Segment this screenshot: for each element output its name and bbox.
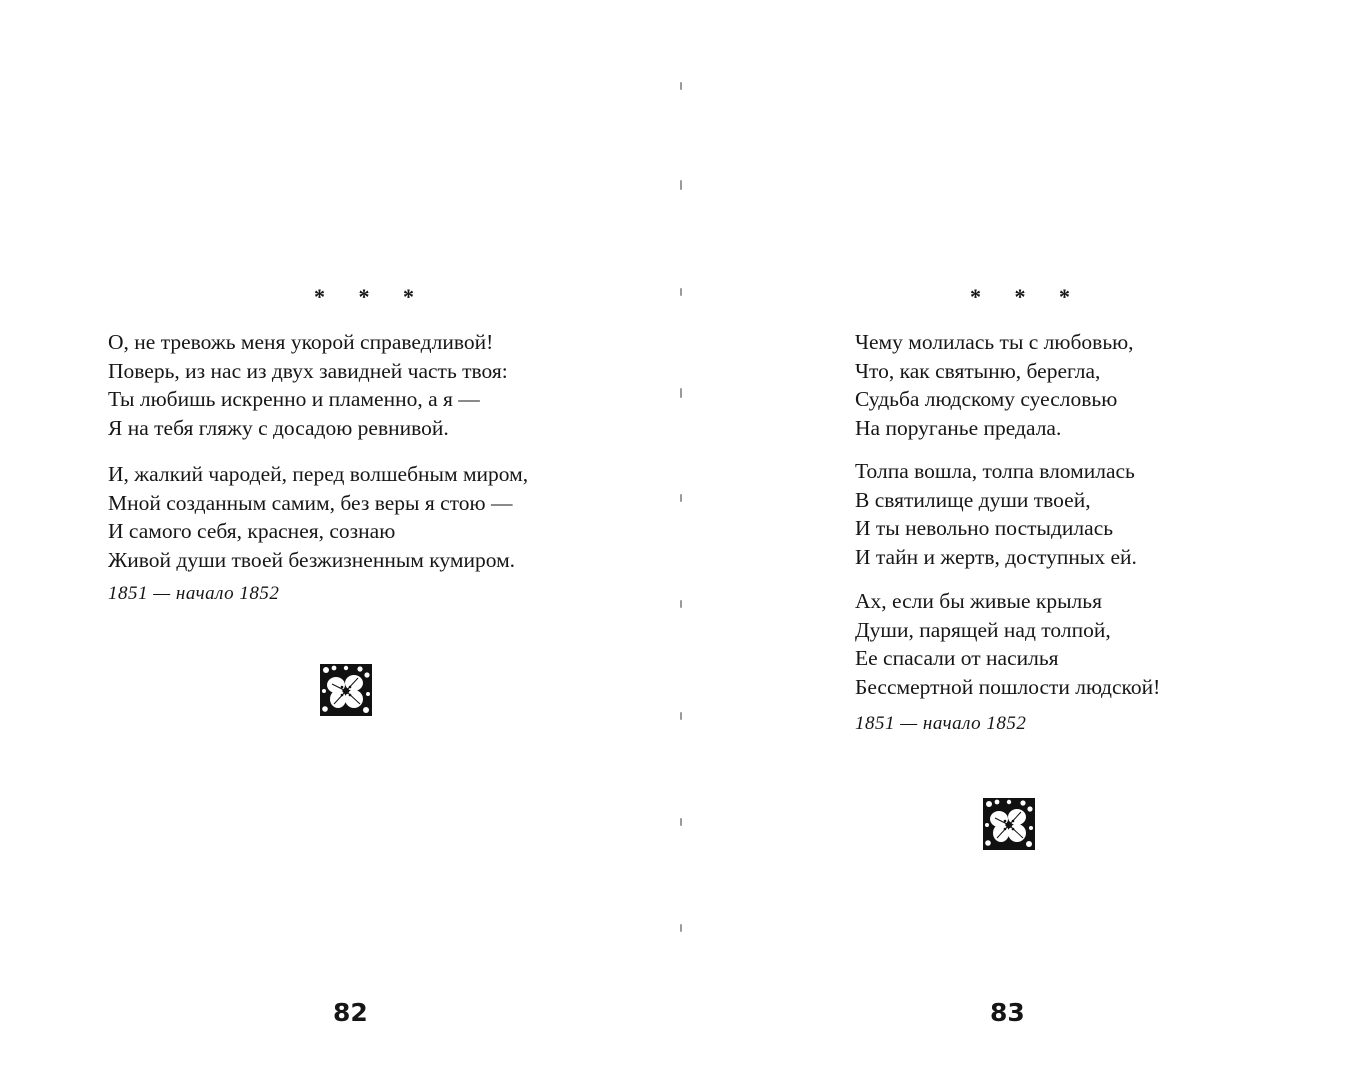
poem-line: Поверь, из нас из двух завидней часть твоя: [108, 358, 508, 383]
poem-date: 1851 — начало 1852 [855, 713, 1027, 734]
left-page [0, 0, 672, 1080]
poem-line: О, не тревожь меня укорой справедливой! [108, 330, 494, 354]
poem-line: В святилище души твоей, [855, 487, 1091, 512]
poem-line: Живой души твоей безжизненным кумиром. [108, 547, 516, 572]
poem-line: Мной созданным самим, без веры я стою — [108, 490, 513, 515]
poem-line: Ты любишь искренно и пламенно, а я — [108, 387, 480, 411]
section-separator: * * * [314, 284, 428, 309]
poem-line: Ее спасали от насилья [855, 646, 1059, 670]
poem-line: Ах, если бы живые крылья [855, 589, 1102, 613]
poem-line: Что, как святыню, берегла, [855, 358, 1101, 383]
poem-line: И, жалкий чародей, перед волшебным миром, [108, 462, 529, 486]
poem-line: Бессмертной пошлости людской! [855, 674, 1161, 699]
poem-line: Толпа вошла, толпа вломилась [855, 459, 1135, 483]
section-separator: * * * [970, 284, 1084, 309]
poem-stanza-1 [108, 328, 508, 442]
poem-line: Души, парящей над толпой, [855, 617, 1111, 642]
poem-line: Чему молилась ты с любовью, [855, 330, 1134, 354]
poem-line: На поруганье предала. [855, 415, 1062, 440]
right-page [680, 0, 1350, 1080]
poem-stanza-2 [855, 457, 1137, 571]
poem-line: И ты невольно постыдилась [855, 516, 1114, 540]
flower-vignette-icon [320, 664, 372, 716]
poem-line: И тайн и жертв, доступных ей. [855, 544, 1137, 569]
poem-date: 1851 — начало 1852 [108, 583, 280, 604]
poem-line: Судьба людскому суесловью [855, 387, 1118, 411]
poem-stanza-1 [855, 328, 1134, 442]
poem-stanza-3 [855, 587, 1160, 701]
flower-vignette-icon [983, 798, 1035, 850]
poem-line: Я на тебя гляжу с досадою ревнивой. [108, 415, 449, 440]
page-number: 83 [990, 998, 1025, 1027]
page-number: 82 [333, 998, 368, 1027]
poem-line: И самого себя, краснея, сознаю [108, 519, 396, 543]
poem-stanza-2 [108, 460, 528, 574]
